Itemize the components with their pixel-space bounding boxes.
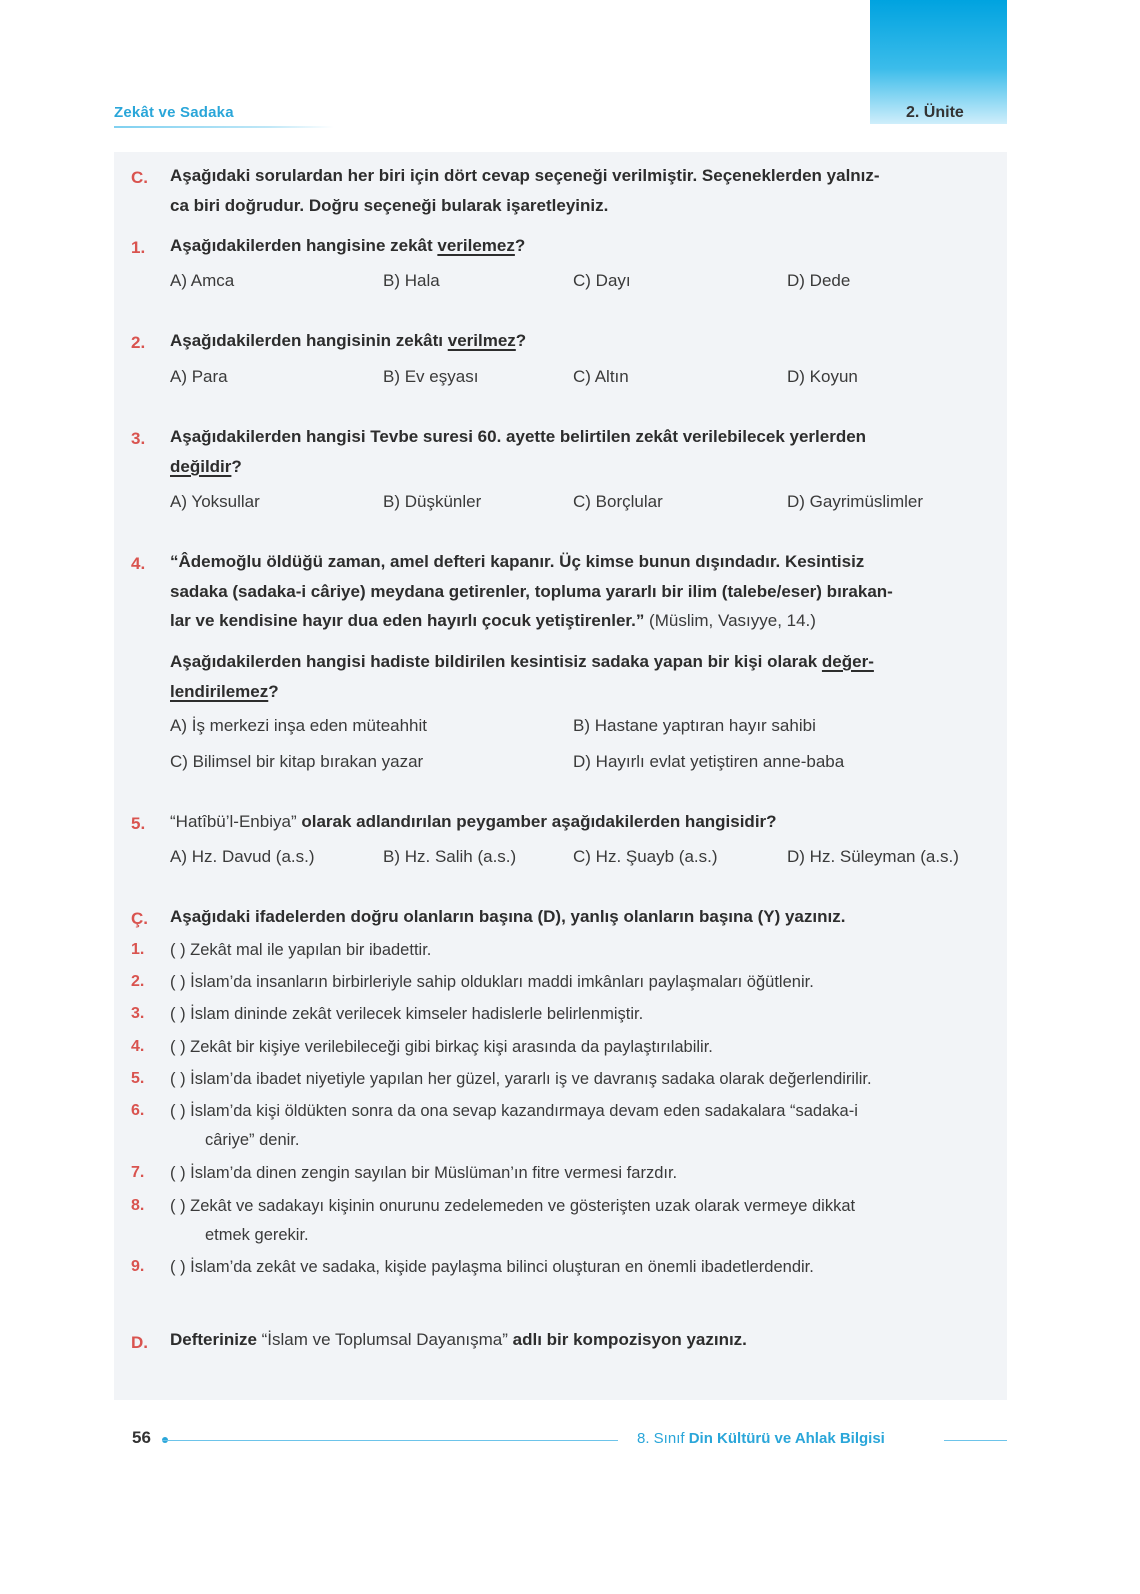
- question-2-option-a[interactable]: A) Para: [170, 367, 228, 386]
- question-5-question: olarak adlandırılan peygamber aşağıdakilerden hangisidir?: [296, 812, 777, 831]
- tf-item-3-number: 3.: [131, 1005, 145, 1022]
- question-5-option-d[interactable]: D) Hz. Süleyman (a.s.): [787, 847, 959, 866]
- section-c-instruction-line1: Aşağıdaki sorulardan her biri için dört cevap seçeneği verilmiştir. Seçeneklerden yalnız-: [170, 166, 880, 185]
- tf-item-6-text[interactable]: ( ) İslam’da kişi öldükten sonra da ona sevap kazandırmaya devam eden sadakalara “sadaka-i: [170, 1102, 858, 1120]
- tf-item-8-text[interactable]: ( ) Zekât ve sadakayı kişinin onurunu zedelemeden ve gösterişten uzak olarak vermeye dikkat: [170, 1197, 856, 1215]
- question-2-post: ?: [515, 331, 527, 350]
- question-3-option-a[interactable]: A) Yoksullar: [170, 492, 260, 511]
- question-5-prophet-title: “Hatîbü’l-Enbiya”: [170, 812, 297, 831]
- section-cc-instruction: Aşağıdaki ifadelerden doğru olanların başına (D), yanlış olanların başına (Y) yazınız.: [170, 907, 846, 926]
- question-4-emphasis-2: lendirilemez: [170, 682, 269, 701]
- question-3-post: ?: [231, 457, 242, 476]
- question-4-question-post: ?: [268, 682, 279, 701]
- section-c-letter: C.: [131, 168, 148, 187]
- section-d-post: adlı bir kompozisyon yazınız.: [507, 1330, 747, 1349]
- tf-item-8-continuation: etmek gerekir.: [205, 1226, 309, 1244]
- question-4-option-a[interactable]: A) İş merkezi inşa eden müteahhit: [170, 716, 428, 735]
- tf-item-4-number: 4.: [131, 1038, 145, 1055]
- tf-item-7-text[interactable]: ( ) İslam’da dinen zengin sayılan bir Müslüman’ın fitre vermesi farzdır.: [170, 1164, 678, 1182]
- section-title-underline: [114, 126, 334, 128]
- question-2-option-c[interactable]: C) Altın: [573, 367, 629, 386]
- tf-item-4-text[interactable]: ( ) Zekât bir kişiye verilebileceği gibi birkaç kişi arasında da paylaştırılabilir.: [170, 1038, 713, 1056]
- question-4-source: (Müslim, Vasıyye, 14.): [644, 611, 816, 630]
- tf-item-2-text[interactable]: ( ) İslam’da insanların birbirleriyle sahip oldukları maddi imkânları paylaşmaları öğütlenir.: [170, 973, 814, 991]
- section-d-composition-title: “İslam ve Toplumsal Dayanışma”: [261, 1330, 508, 1349]
- tf-item-9-text[interactable]: ( ) İslam’da zekât ve sadaka, kişide paylaşma bilinci oluşturan en önemli ibadetlerdendir.: [170, 1258, 814, 1276]
- question-4-quote-line1: “Âdemoğlu öldüğü zaman, amel defteri kapanır. Üç kimse bunun dışındadır. Kesintisiz: [170, 552, 865, 571]
- tf-item-7-number: 7.: [131, 1164, 145, 1181]
- footer-rule-right: [944, 1440, 1007, 1441]
- tf-item-5-number: 5.: [131, 1070, 145, 1087]
- section-c-instruction-line2: ca biri doğrudur. Doğru seçeneği bularak işaretleyiniz.: [170, 196, 609, 215]
- page-number: 56: [132, 1428, 151, 1447]
- tf-item-5-text[interactable]: ( ) İslam’da ibadet niyetiyle yapılan her güzel, yararlı iş ve davranış sadaka olarak değerlendirilir.: [170, 1070, 872, 1088]
- question-1-option-c[interactable]: C) Dayı: [573, 271, 631, 290]
- question-2-option-b[interactable]: B) Ev eşyası: [383, 367, 479, 386]
- footer-book-title: [637, 1430, 885, 1447]
- question-4-option-c[interactable]: C) Bilimsel bir kitap bırakan yazar: [170, 752, 424, 771]
- section-d-pre: Defterinize: [170, 1330, 262, 1349]
- question-4-option-d[interactable]: D) Hayırlı evlat yetiştiren anne-baba: [573, 752, 845, 771]
- question-2-text: [170, 326, 526, 356]
- question-4-question-line1: [170, 647, 874, 677]
- question-2-option-d[interactable]: D) Koyun: [787, 367, 858, 386]
- tf-item-8-number: 8.: [131, 1197, 145, 1214]
- question-3-option-b[interactable]: B) Düşkünler: [383, 492, 482, 511]
- footer-rule-left: [162, 1440, 618, 1441]
- unit-label: 2. Ünite: [906, 104, 964, 121]
- question-5-option-a[interactable]: A) Hz. Davud (a.s.): [170, 847, 315, 866]
- question-3-emphasis: değildir: [170, 457, 232, 476]
- question-4-option-b[interactable]: B) Hastane yaptıran hayır sahibi: [573, 716, 816, 735]
- question-5-option-b[interactable]: B) Hz. Salih (a.s.): [383, 847, 517, 866]
- question-3-option-c[interactable]: C) Borçlular: [573, 492, 663, 511]
- question-3-line2: [170, 452, 242, 482]
- question-2-emphasis: verilmez: [447, 331, 516, 350]
- question-4-quote-line2: sadaka (sadaka-i câriye) meydana getirenler, topluma yararlı bir ilim (talebe/eser) bırakan-: [170, 582, 893, 601]
- question-1-post: ?: [514, 236, 526, 255]
- question-1-text: [170, 231, 525, 261]
- tf-item-2-number: 2.: [131, 973, 145, 990]
- question-3-line1: Aşağıdakilerden hangisi Tevbe suresi 60. ayette belirtilen zekât verilebilecek yerlerden: [170, 427, 867, 446]
- tf-item-6-number: 6.: [131, 1102, 145, 1119]
- question-5-text: [170, 807, 777, 837]
- tf-item-9-number: 9.: [131, 1258, 145, 1275]
- question-5-option-c[interactable]: C) Hz. Şuayb (a.s.): [573, 847, 718, 866]
- question-4-quote-line3: [170, 606, 816, 636]
- question-4-quote-end: lar ve kendisine hayır dua eden hayırlı çocuk yetiştirenler.”: [170, 611, 645, 630]
- section-cc-letter: Ç.: [131, 909, 148, 928]
- tf-item-1-number: 1.: [131, 941, 145, 958]
- question-4-question-pre: Aşağıdakilerden hangisi hadiste bildirilen kesintisiz sadaka yapan bir kişi olarak: [170, 652, 822, 671]
- question-3-option-d[interactable]: D) Gayrimüslimler: [787, 492, 923, 511]
- question-1-pre: Aşağıdakilerden hangisine zekât: [170, 236, 438, 255]
- question-2-number: 2.: [131, 333, 146, 352]
- question-1-number: 1.: [131, 238, 146, 257]
- section-d-instruction: [170, 1325, 747, 1355]
- question-5-number: 5.: [131, 814, 146, 833]
- question-2-pre: Aşağıdakilerden hangisinin zekâtı: [170, 331, 448, 350]
- question-4-number: 4.: [131, 554, 146, 573]
- question-1-option-a[interactable]: A) Amca: [170, 271, 235, 290]
- section-title: Zekât ve Sadaka: [114, 104, 234, 121]
- tf-item-3-text[interactable]: ( ) İslam dininde zekât verilecek kimseler hadislerle belirlenmiştir.: [170, 1005, 644, 1023]
- section-d-letter: D.: [131, 1333, 148, 1352]
- question-3-number: 3.: [131, 429, 146, 448]
- tf-item-1-text[interactable]: ( ) Zekât mal ile yapılan bir ibadettir.: [170, 941, 432, 959]
- question-4-emphasis-1: değer-: [821, 652, 874, 671]
- footer-book-name: Din Kültürü ve Ahlak Bilgisi: [688, 1430, 885, 1447]
- question-1-option-d[interactable]: D) Dede: [787, 271, 851, 290]
- question-1-emphasis: verilemez: [437, 236, 515, 255]
- footer-book-prefix: 8. Sınıf: [637, 1430, 689, 1447]
- question-4-question-line2: [170, 677, 279, 707]
- tf-item-6-continuation: câriye” denir.: [205, 1131, 300, 1149]
- question-1-option-b[interactable]: B) Hala: [383, 271, 440, 290]
